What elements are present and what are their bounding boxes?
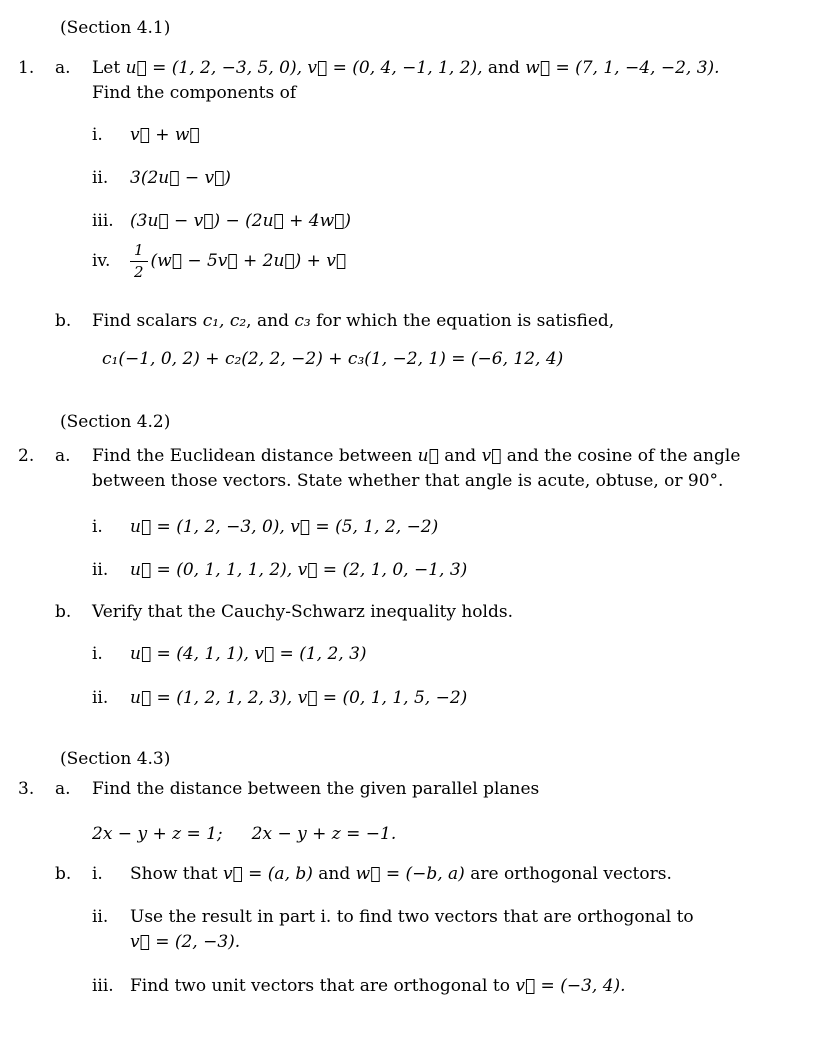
intro-line-1 — [92, 444, 793, 469]
part-label: b. — [55, 311, 72, 331]
part-label: b. — [55, 602, 72, 622]
equation: c₁(−1, 0, 2) + c₂(2, 2, −2) + c₃(1, −2, 1) = (−6, 12, 4) — [102, 349, 564, 369]
text-segment: Find scalars — [92, 311, 203, 331]
problem-2-part-a — [55, 444, 793, 583]
problem-2-part-b — [55, 600, 793, 711]
math-formula: (3u⃗ − v⃗) − (2u⃗ + 4w⃗) — [130, 211, 351, 231]
problem-3-part-a — [55, 777, 793, 847]
math-segment: w⃗ = (7, 1, −4, −2, 3). — [525, 58, 720, 78]
equation — [92, 822, 793, 847]
item-label: i. — [92, 644, 103, 664]
math-segment: w⃗ = (−b, a) — [355, 864, 465, 884]
fraction-numerator: 1 — [130, 241, 148, 262]
math-formula — [130, 241, 346, 282]
intro-line-1: Find the distance between the given parallel planes — [92, 779, 540, 799]
math-formula: u⃗ = (4, 1, 1), v⃗ = (1, 2, 3) — [130, 644, 367, 664]
problem-3 — [18, 777, 793, 999]
math-segment: (w⃗ − 5v⃗ + 2u⃗) + v⃗ — [150, 250, 347, 271]
problem-3-part-b — [55, 862, 793, 999]
intro-line-2: Find the components of — [92, 83, 297, 103]
math-formula: u⃗ = (1, 2, −3, 0), v⃗ = (5, 1, 2, −2) — [130, 517, 439, 537]
item-label: i. — [92, 864, 103, 884]
item-label: iii. — [92, 211, 114, 231]
list-item — [92, 642, 793, 667]
math-segment: c₃ — [294, 311, 311, 331]
list-item — [92, 558, 793, 583]
item-label: ii. — [92, 688, 109, 708]
section-heading-4-2: (Section 4.2) — [60, 412, 171, 432]
math-formula: 3(2u⃗ − v⃗) — [130, 168, 231, 188]
text-segment: and the cosine of the angle — [501, 446, 741, 466]
problem-1 — [18, 56, 793, 372]
item-label: iii. — [92, 976, 114, 996]
fraction — [130, 241, 148, 282]
text-segment: and — [312, 864, 356, 884]
part-label: a. — [55, 779, 71, 799]
math-segment: c₁, c₂ — [202, 311, 247, 331]
part-label: a. — [55, 58, 71, 78]
item-label: ii. — [92, 168, 109, 188]
problem-number: 3. — [18, 779, 35, 799]
text-segment: and — [482, 58, 526, 78]
math-segment: v⃗ = (a, b) — [222, 864, 313, 884]
list-item — [92, 123, 793, 148]
problem-number: 2. — [18, 446, 35, 466]
problem-1-part-a — [55, 56, 793, 285]
item-label: iv. — [92, 250, 111, 271]
text-segment: , and — [246, 311, 295, 331]
math-line: v⃗ = (2, −3). — [130, 932, 241, 952]
text-segment: Find two unit vectors that are orthogonal to — [130, 976, 516, 996]
part-label: b. — [55, 864, 72, 884]
list-item — [92, 905, 793, 955]
text-segment: and — [438, 446, 482, 466]
fraction-denominator: 2 — [134, 262, 144, 281]
text-segment: Let — [92, 58, 126, 78]
item-label: i. — [92, 517, 103, 537]
text-segment: for which the equation is satisfied, — [310, 311, 615, 331]
list-item — [92, 974, 793, 999]
list-item — [92, 686, 793, 711]
list-item — [92, 209, 793, 234]
problem-number: 1. — [18, 58, 35, 78]
list-item — [92, 166, 793, 191]
intro-line-1: Verify that the Cauchy-Schwarz inequality holds. — [92, 602, 513, 622]
problem-2 — [18, 444, 793, 711]
math-formula: u⃗ = (0, 1, 1, 1, 2), v⃗ = (2, 1, 0, −1, 3) — [130, 560, 468, 580]
math-segment: u⃗ — [417, 446, 439, 466]
item-label: ii. — [92, 560, 109, 580]
math-segment: u⃗ = (1, 2, −3, 5, 0), v⃗ = (0, 4, −1, 1, 2), — [125, 58, 483, 78]
section-heading-4-3: (Section 4.3) — [60, 749, 171, 769]
intro-line-1 — [92, 56, 793, 81]
problem-1-part-b — [55, 309, 793, 372]
intro-line-2: between those vectors. State whether that angle is acute, obtuse, or 90°. — [92, 471, 724, 491]
intro-line-1 — [92, 309, 793, 334]
text-segment: are orthogonal vectors. — [464, 864, 672, 884]
item-label: i. — [92, 125, 103, 145]
part-label: a. — [55, 446, 71, 466]
text-segment: Find the Euclidean distance between — [92, 446, 418, 466]
text-segment: Show that — [130, 864, 223, 884]
list-item — [92, 237, 793, 285]
list-item — [92, 862, 793, 887]
math-formula: u⃗ = (1, 2, 1, 2, 3), v⃗ = (0, 1, 1, 5, −2) — [130, 688, 468, 708]
item-label: ii. — [92, 907, 109, 927]
item-text — [130, 974, 626, 999]
section-heading-4-1: (Section 4.1) — [60, 18, 171, 38]
list-item — [92, 515, 793, 540]
math-segment: v⃗ = (−3, 4). — [515, 976, 626, 996]
item-text — [130, 905, 694, 955]
math-segment: 2x − y + z = −1. — [251, 824, 397, 844]
text-line: Use the result in part i. to find two vectors that are orthogonal to — [130, 907, 694, 927]
math-segment: v⃗ — [481, 446, 502, 466]
math-segment: 2x − y + z = 1; — [92, 824, 223, 844]
item-text — [130, 862, 672, 887]
math-formula: v⃗ + w⃗ — [130, 125, 200, 145]
